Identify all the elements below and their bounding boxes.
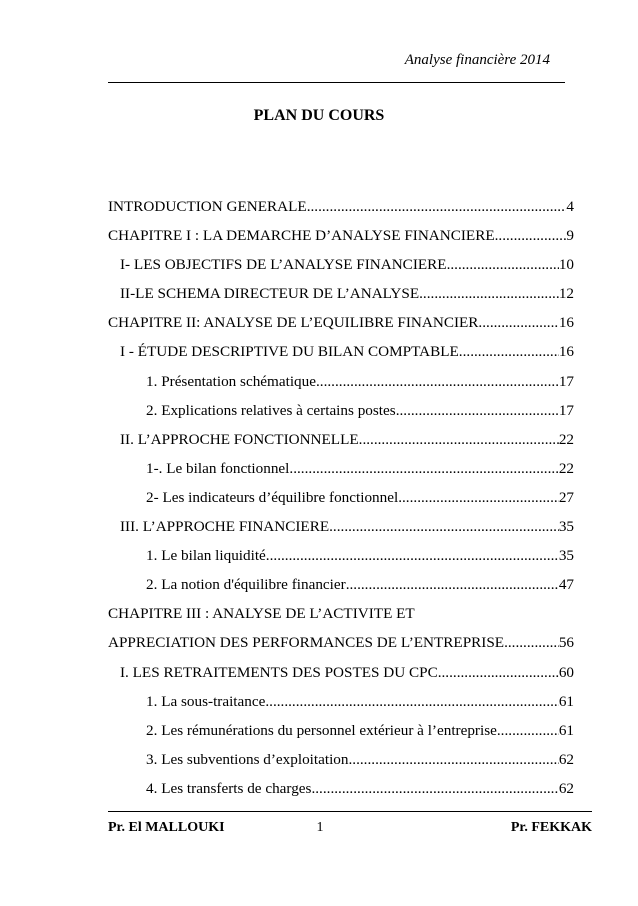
toc-entry-title: 1-. Le bilan fonctionnel (146, 459, 290, 477)
toc-entry-title: 4. Les transferts de charges (146, 779, 312, 797)
toc-entry-page: 35 (558, 547, 574, 565)
toc-dot-leader (447, 255, 559, 275)
toc-dot-leader (265, 692, 558, 712)
toc-entry-page: 12 (558, 285, 574, 303)
toc-entry-title: 2. Les rémunérations du personnel extérieur à l’entreprise (146, 721, 497, 739)
toc-entry-page: 62 (558, 750, 574, 768)
toc-entry-title: I. LES RETRAITEMENTS DES POSTES DU CPC (120, 663, 438, 681)
footer-divider (108, 811, 592, 812)
toc-entry-page: 27 (558, 488, 574, 506)
toc-entry-title: INTRODUCTION GENERALE (108, 198, 307, 215)
toc-entry-title: APPRECIATION DES PERFORMANCES DE L’ENTREPRISE (108, 634, 505, 652)
toc-entry-title: I- LES OBJECTIFS DE L’ANALYSE FINANCIERE (120, 256, 447, 274)
toc-entry[interactable] (108, 488, 574, 517)
toc-entry[interactable] (108, 604, 574, 633)
table-of-contents (108, 197, 574, 808)
toc-entry[interactable] (108, 430, 574, 459)
toc-dot-leader (348, 750, 558, 770)
toc-entry-title: 3. Les subventions d’exploitation (146, 750, 349, 768)
toc-entry-page: 17 (558, 401, 574, 419)
toc-dot-leader (495, 226, 567, 246)
toc-dot-leader (398, 488, 559, 508)
toc-entry[interactable] (108, 692, 574, 721)
toc-entry-page: 62 (558, 779, 574, 797)
toc-entry[interactable] (108, 401, 574, 430)
toc-dot-leader (497, 721, 559, 741)
toc-entry-page: 61 (558, 692, 574, 710)
toc-entry[interactable] (108, 750, 574, 779)
toc-entry-page: 9 (566, 227, 574, 245)
toc-entry[interactable] (108, 459, 574, 488)
toc-entry-title: III. L’APPROCHE FINANCIERE (120, 518, 330, 536)
toc-dot-leader (478, 313, 558, 333)
toc-entry[interactable] (108, 575, 574, 604)
toc-entry[interactable] (108, 663, 574, 692)
toc-entry-page: 47 (558, 576, 574, 594)
page-number: 1 (316, 820, 324, 835)
toc-entry[interactable] (108, 226, 574, 255)
toc-entry-page: 17 (558, 372, 574, 390)
toc-dot-leader (289, 459, 558, 479)
toc-entry-title: I - ÉTUDE DESCRIPTIVE DU BILAN COMPTABLE (120, 343, 459, 361)
toc-entry[interactable] (108, 721, 574, 750)
toc-entry-title: 2. La notion d'équilibre financier (146, 576, 346, 594)
toc-entry-page: 56 (558, 634, 574, 652)
toc-entry[interactable] (108, 779, 574, 808)
toc-entry[interactable] (108, 342, 574, 371)
toc-entry[interactable] (108, 517, 574, 546)
toc-entry-title: 2- Les indicateurs d’équilibre fonctionnel (146, 488, 399, 506)
toc-entry-page: 60 (558, 663, 574, 681)
toc-dot-leader (329, 517, 559, 537)
toc-entry-title: II-LE SCHEMA DIRECTEUR DE L’ANALYSE (120, 285, 420, 303)
toc-entry[interactable] (108, 284, 574, 313)
toc-dot-leader (311, 779, 558, 799)
toc-entry[interactable] (108, 255, 574, 284)
toc-entry[interactable] (108, 313, 574, 342)
toc-entry[interactable] (108, 546, 574, 575)
toc-entry-page: 10 (558, 256, 574, 274)
toc-dot-leader (307, 197, 567, 217)
toc-entry-title: CHAPITRE III : ANALYSE DE L’ACTIVITE ET (108, 605, 415, 623)
toc-dot-leader (316, 372, 559, 392)
toc-entry-title: II. L’APPROCHE FONCTIONNELLE (120, 430, 359, 448)
footer-author-left: Pr. El MALLOUKI (108, 820, 225, 835)
toc-dot-leader (504, 633, 559, 653)
toc-entry[interactable] (108, 372, 574, 401)
toc-entry-page: 16 (558, 343, 574, 361)
toc-dot-leader (396, 401, 559, 421)
toc-entry-title: CHAPITRE II: ANALYSE DE L’EQUILIBRE FINANCIER (108, 314, 479, 332)
toc-dot-leader (459, 342, 559, 362)
toc-entry-title: 1. La sous-traitance (146, 692, 266, 710)
header-divider (108, 82, 565, 83)
toc-entry[interactable] (108, 633, 574, 662)
toc-entry-page: 61 (558, 721, 574, 739)
toc-dot-leader (359, 430, 559, 450)
toc-dot-leader (438, 663, 559, 683)
toc-entry-title: 1. Présentation schématique (146, 372, 316, 390)
toc-dot-leader (419, 284, 559, 304)
toc-entry[interactable] (108, 197, 574, 226)
toc-entry-page: 4 (566, 198, 574, 215)
toc-entry-page: 22 (558, 430, 574, 448)
toc-entry-title: CHAPITRE I : LA DEMARCHE D’ANALYSE FINANCIERE (108, 227, 495, 245)
toc-dot-leader (346, 575, 559, 595)
toc-entry-title: 2. Explications relatives à certains postes (146, 401, 396, 419)
toc-entry-title: 1. Le bilan liquidité (146, 547, 266, 565)
toc-entry-page: 16 (558, 314, 574, 332)
toc-entry-page: 22 (558, 459, 574, 477)
toc-entry-page: 35 (558, 518, 574, 536)
toc-dot-leader (266, 546, 559, 566)
page-title: PLAN DU COURS (253, 107, 385, 124)
running-header: Analyse financière 2014 (404, 52, 550, 68)
footer-author-right: Pr. FEKKAK (510, 820, 592, 835)
